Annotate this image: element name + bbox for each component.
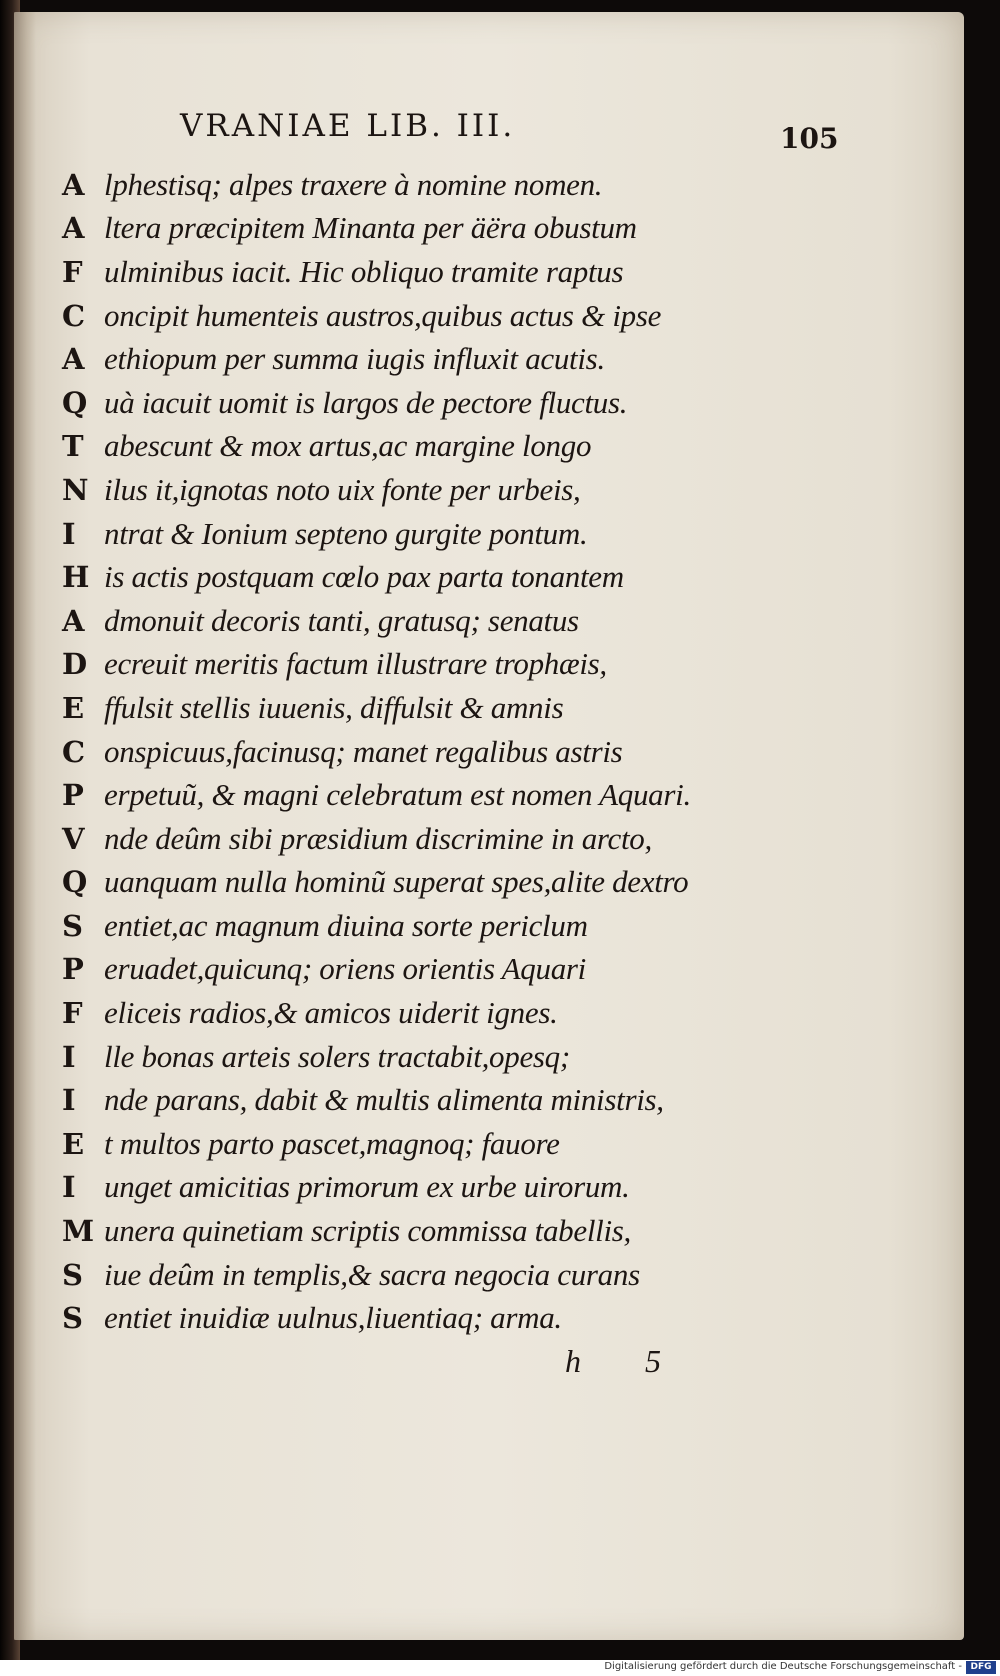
- verse-line: [62, 773, 882, 817]
- verse-text: onspicuus,facinusq; manet regalibus astris: [104, 733, 623, 769]
- verse-line: [62, 425, 882, 469]
- verse-text: oncipit humenteis austros,quibus actus & ipse: [104, 297, 662, 333]
- verse-text: nde deûm sibi præsidium discrimine in arcto,: [104, 820, 652, 856]
- verse-line: [62, 1253, 882, 1297]
- verse-initial: F: [62, 996, 83, 1031]
- verse-line: [62, 948, 882, 992]
- verse-line: [62, 163, 882, 207]
- verse-text: unera quinetiam scriptis commissa tabellis,: [104, 1213, 631, 1249]
- verse-line: [62, 294, 882, 338]
- verse-line: [62, 250, 882, 294]
- verse-line: [62, 337, 882, 381]
- verse-line: [62, 817, 882, 861]
- verse-text: ulminibus iacit. Hic obliquo tramite raptus: [104, 253, 624, 289]
- verse-line: [62, 861, 882, 905]
- verse-text: iue deûm in templis,& sacra negocia curans: [104, 1256, 640, 1292]
- verse-line: [62, 207, 882, 251]
- verse-initial: Q: [62, 865, 88, 900]
- verse-initial: P: [62, 952, 84, 987]
- verse-text: erpetuũ, & magni celebratum est nomen Aquari.: [104, 777, 691, 813]
- running-head: VRANIAE LIB. III.: [180, 108, 516, 144]
- verse-text: lphestisq; alpes traxere à nomine nomen.: [104, 166, 603, 202]
- verse-text: ethiopum per summa iugis influxit acutis.: [104, 341, 605, 377]
- verse-initial: A: [62, 342, 85, 377]
- verse-text: unget amicitias primorum ex urbe uirorum.: [104, 1169, 630, 1205]
- verse-initial: C: [62, 734, 86, 769]
- verse-initial: I: [62, 1039, 76, 1074]
- verse-initial: S: [62, 1301, 83, 1336]
- verse-line: [62, 1166, 882, 1210]
- verse-line: [62, 1078, 882, 1122]
- verse-text: abescunt & mox artus,ac margine longo: [104, 428, 592, 464]
- verse-text: nde parans, dabit & multis alimenta ministris,: [104, 1082, 664, 1118]
- verse-initial: I: [62, 1170, 76, 1205]
- verse-text: ilus it,ignotas noto uix fonte per urbeis,: [104, 471, 581, 507]
- verse-initial: Q: [62, 385, 88, 420]
- verse-initial: P: [62, 778, 84, 813]
- verse-text: ltera præcipitem Minanta per äëra obustum: [104, 210, 637, 246]
- verse-initial: H: [62, 560, 90, 595]
- verse-text: ecreuit meritis factum illustrare trophæis,: [104, 646, 607, 682]
- verse-initial: S: [62, 1257, 83, 1292]
- verse-line: [62, 1035, 882, 1079]
- verse-line: [62, 643, 882, 687]
- verse-text: uà iacuit uomit is largos de pectore fluctus.: [104, 384, 628, 420]
- verse-line: [62, 1122, 882, 1166]
- verse-line: [62, 1296, 882, 1340]
- verse-line: [62, 512, 882, 556]
- verse-text: t multos parto pascet,magnoq; fauore: [104, 1125, 560, 1161]
- verse-line: [62, 686, 882, 730]
- verse-text: entiet inuidiæ uulnus,liuentiaq; arma.: [104, 1300, 562, 1336]
- verse-initial: M: [62, 1214, 95, 1249]
- verse-initial: I: [62, 516, 76, 551]
- verse-line: [62, 730, 882, 774]
- verse-text: ffulsit stellis iuuenis, diffulsit & amnis: [104, 689, 564, 725]
- verse-text: eruadet,quicunq; oriens orientis Aquari: [104, 951, 586, 987]
- digitization-credit: Digitalisierung gefördert durch die Deutsche Forschungsgemeinschaft -: [604, 1661, 962, 1672]
- verse-initial: N: [62, 472, 89, 507]
- verse-text: eliceis radios,& amicos uiderit ignes.: [104, 995, 558, 1031]
- verse-initial: D: [62, 647, 88, 682]
- page-number: 105: [780, 122, 839, 155]
- signature-mark: h 5: [565, 1343, 689, 1379]
- dfg-logo: DFG: [966, 1661, 996, 1674]
- verse-list: [62, 163, 882, 1340]
- verse-initial: C: [62, 298, 86, 333]
- verse-line: [62, 1209, 882, 1253]
- verse-initial: V: [62, 821, 85, 856]
- verse-text: is actis postquam cœlo pax parta tonantem: [104, 559, 624, 595]
- verse-line: [62, 555, 882, 599]
- verse-text: ntrat & Ionium septeno gurgite pontum.: [104, 515, 588, 551]
- verse-initial: S: [62, 908, 83, 943]
- verse-text: dmonuit decoris tanti, gratusq; senatus: [104, 602, 579, 638]
- verse-line: [62, 991, 882, 1035]
- verse-initial: T: [62, 429, 84, 464]
- verse-text: lle bonas arteis solers tractabit,opesq;: [104, 1038, 570, 1074]
- verse-initial: F: [62, 254, 83, 289]
- verse-text: uanquam nulla hominũ superat spes,alite dextro: [104, 864, 689, 900]
- verse-initial: A: [62, 167, 85, 202]
- verse-line: [62, 904, 882, 948]
- verse-line: [62, 381, 882, 425]
- verse-line: [62, 599, 882, 643]
- page-gutter-shadow: [14, 12, 36, 1640]
- verse-initial: A: [62, 603, 85, 638]
- verse-text: entiet,ac magnum diuina sorte periclum: [104, 907, 588, 943]
- verse-initial: E: [62, 1126, 85, 1161]
- verse-initial: E: [62, 690, 85, 725]
- verse-initial: I: [62, 1083, 76, 1118]
- verse-line: [62, 468, 882, 512]
- verse-initial: A: [62, 211, 85, 246]
